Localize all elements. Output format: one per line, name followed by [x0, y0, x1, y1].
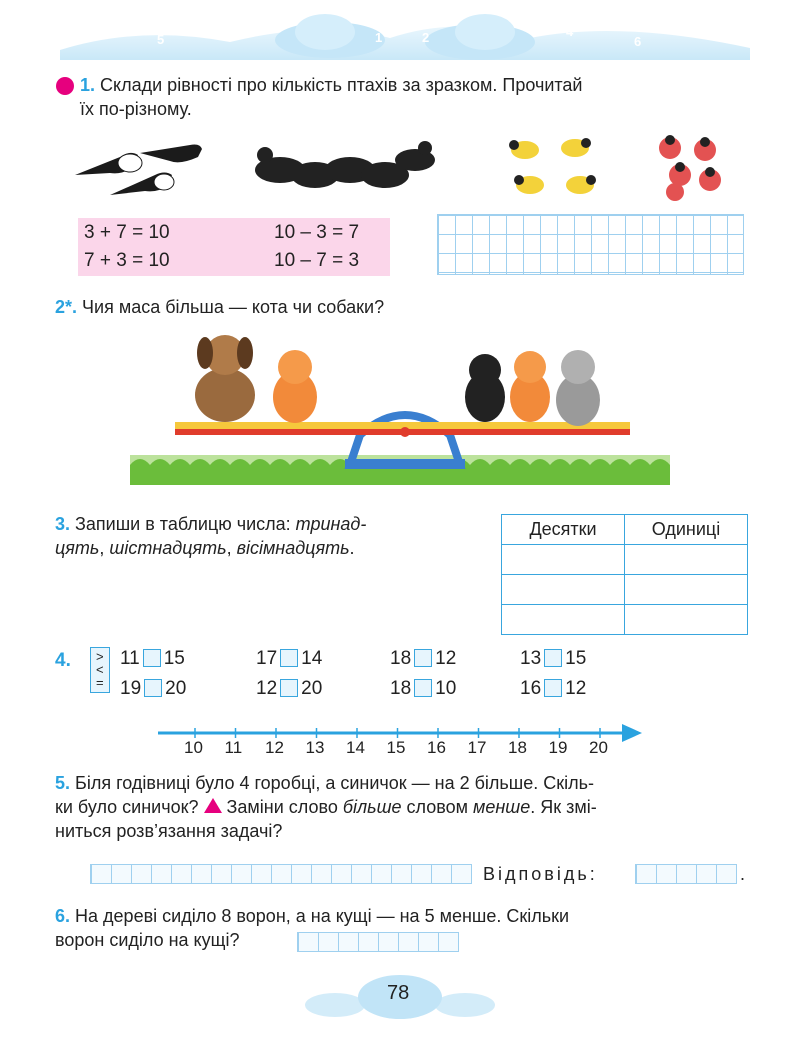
table-header-units: Одиниці [625, 515, 748, 545]
task5-word-less: менше [473, 797, 531, 817]
compare-box[interactable] [414, 679, 432, 697]
task5-text [55, 771, 755, 843]
comparison-row [0, 675, 800, 704]
number-line-label: 11 [224, 738, 243, 757]
equation: 10 – 3 = 7 [274, 222, 360, 243]
cmp-number: 18 [390, 678, 412, 699]
task6-line1: На дереві сиділо 8 ворон, а на кущі — на 5 менше. Скільки [75, 906, 570, 926]
header-band [60, 10, 750, 60]
table-cell[interactable] [625, 575, 748, 605]
cmp-number: 20 [165, 678, 187, 699]
compare-box[interactable] [280, 649, 298, 667]
seesaw-illustration [130, 325, 670, 485]
cmp-number: 18 [390, 648, 412, 669]
cmp-number: 10 [435, 678, 457, 699]
answer-cells[interactable] [635, 864, 737, 884]
cmp-number: 19 [120, 678, 142, 699]
header-num: 0 [398, 16, 406, 31]
number-line-label: 15 [386, 738, 406, 757]
page-number: 78 [387, 982, 410, 1004]
task5-line1: Біля годівниці було 4 горобці, а синичок — на 2 більше. Скіль- [75, 773, 594, 793]
equation: 3 + 7 = 10 [84, 222, 170, 243]
number-line-label: 19 [548, 738, 568, 757]
task2-question: Чия маса більша — кота чи собаки? [82, 297, 385, 317]
solution-cells[interactable] [90, 864, 472, 884]
number-line-label: 13 [305, 738, 325, 757]
number-line-label: 12 [265, 738, 284, 757]
task5-line2b: Заміни слово [221, 797, 343, 817]
sign: = [96, 675, 104, 690]
answer-label: Відповідь: [483, 864, 598, 884]
equation: 10 – 7 = 3 [274, 250, 360, 271]
task6-answer-cells[interactable] [297, 932, 459, 952]
cmp-number: 16 [520, 678, 542, 699]
number-line-label: 14 [346, 738, 365, 757]
task2-text [55, 295, 384, 319]
compare-box[interactable] [414, 649, 432, 667]
task5-line2c: словом [401, 797, 474, 817]
task1-text [80, 73, 750, 121]
number-line-label: 20 [589, 738, 608, 757]
compare-box[interactable] [144, 679, 162, 697]
task5-line3: ниться розв’язання задачі? [55, 821, 283, 841]
answer-grid[interactable] [437, 214, 744, 275]
task5-number: 5. [55, 773, 71, 793]
cmp-number: 14 [301, 648, 323, 669]
triangle-icon [204, 798, 222, 813]
header-num: 8 [690, 18, 698, 33]
cmp-number: 15 [565, 648, 587, 669]
task3-text: 3. Запиши в таблицю числа: тринад- цять, шістнадцять, вісімнадцять. [55, 514, 367, 558]
cmp-number: 20 [301, 678, 323, 699]
table-cell[interactable] [502, 575, 625, 605]
cmp-number: 12 [435, 648, 457, 669]
table-cell[interactable] [502, 545, 625, 575]
header-num: 6 [634, 34, 642, 49]
task3-word: шістнадцять [109, 538, 227, 558]
comparison-row [0, 648, 800, 677]
bullfinch-icon [650, 130, 730, 205]
cmp-number: 13 [520, 648, 542, 669]
compare-box[interactable] [280, 679, 298, 697]
table-cell[interactable] [625, 545, 748, 575]
task3-number: 3. [55, 514, 71, 534]
task5-line2a: ки було синичок? [55, 797, 204, 817]
compare-box[interactable] [544, 679, 562, 697]
header-num: 4 [566, 24, 574, 39]
answer-period: . [740, 864, 746, 884]
header-num: 2 [422, 30, 430, 45]
pink-dot-icon [56, 77, 74, 95]
task1-line2: їх по-різному. [80, 99, 192, 119]
cmp-number: 12 [565, 678, 587, 699]
task3-intro: Запиши в таблицю числа: [75, 514, 296, 534]
task3-word: цять [55, 538, 100, 558]
equation: 7 + 3 = 10 [84, 250, 170, 271]
header-num: 5 [157, 32, 165, 47]
cmp-number: 17 [256, 648, 278, 669]
compare-box[interactable] [143, 649, 161, 667]
task5-word-more: більше [342, 797, 402, 817]
compare-box[interactable] [544, 649, 562, 667]
task6-number: 6. [55, 906, 71, 926]
header-num: 1 [375, 30, 383, 45]
sign: < [96, 662, 104, 677]
task4-number: 4. [55, 650, 71, 671]
magpie-icon [70, 135, 210, 205]
task5-line2d: . Як змі- [530, 797, 597, 817]
tens-units-table [501, 514, 748, 635]
task1-number: 1. [80, 75, 96, 95]
table-header-tens: Десятки [502, 515, 625, 545]
number-line-label: 18 [508, 738, 527, 757]
table-cell[interactable] [502, 605, 625, 635]
titmouse-icon [500, 130, 610, 205]
cmp-number: 12 [256, 678, 278, 699]
number-line-label: 16 [427, 738, 446, 757]
header-num: 3 [222, 24, 230, 39]
task2-number: 2*. [55, 297, 78, 317]
number-line-label: 10 [184, 738, 203, 757]
task6-line2: ворон сиділо на кущі? [55, 930, 240, 950]
table-cell[interactable] [625, 605, 748, 635]
header-num: 7 [108, 18, 116, 33]
task3-word: вісімнадцять [236, 538, 350, 558]
number-line-label: 17 [467, 738, 487, 757]
cmp-number: 11 [120, 648, 140, 669]
crow-icon [245, 130, 440, 205]
task1-line1: Склади рівності про кількість птахів за зразком. Прочитай [100, 75, 583, 95]
task3-word: тринад- [295, 514, 367, 534]
cmp-number: 15 [163, 648, 185, 669]
sign: > [96, 649, 104, 664]
